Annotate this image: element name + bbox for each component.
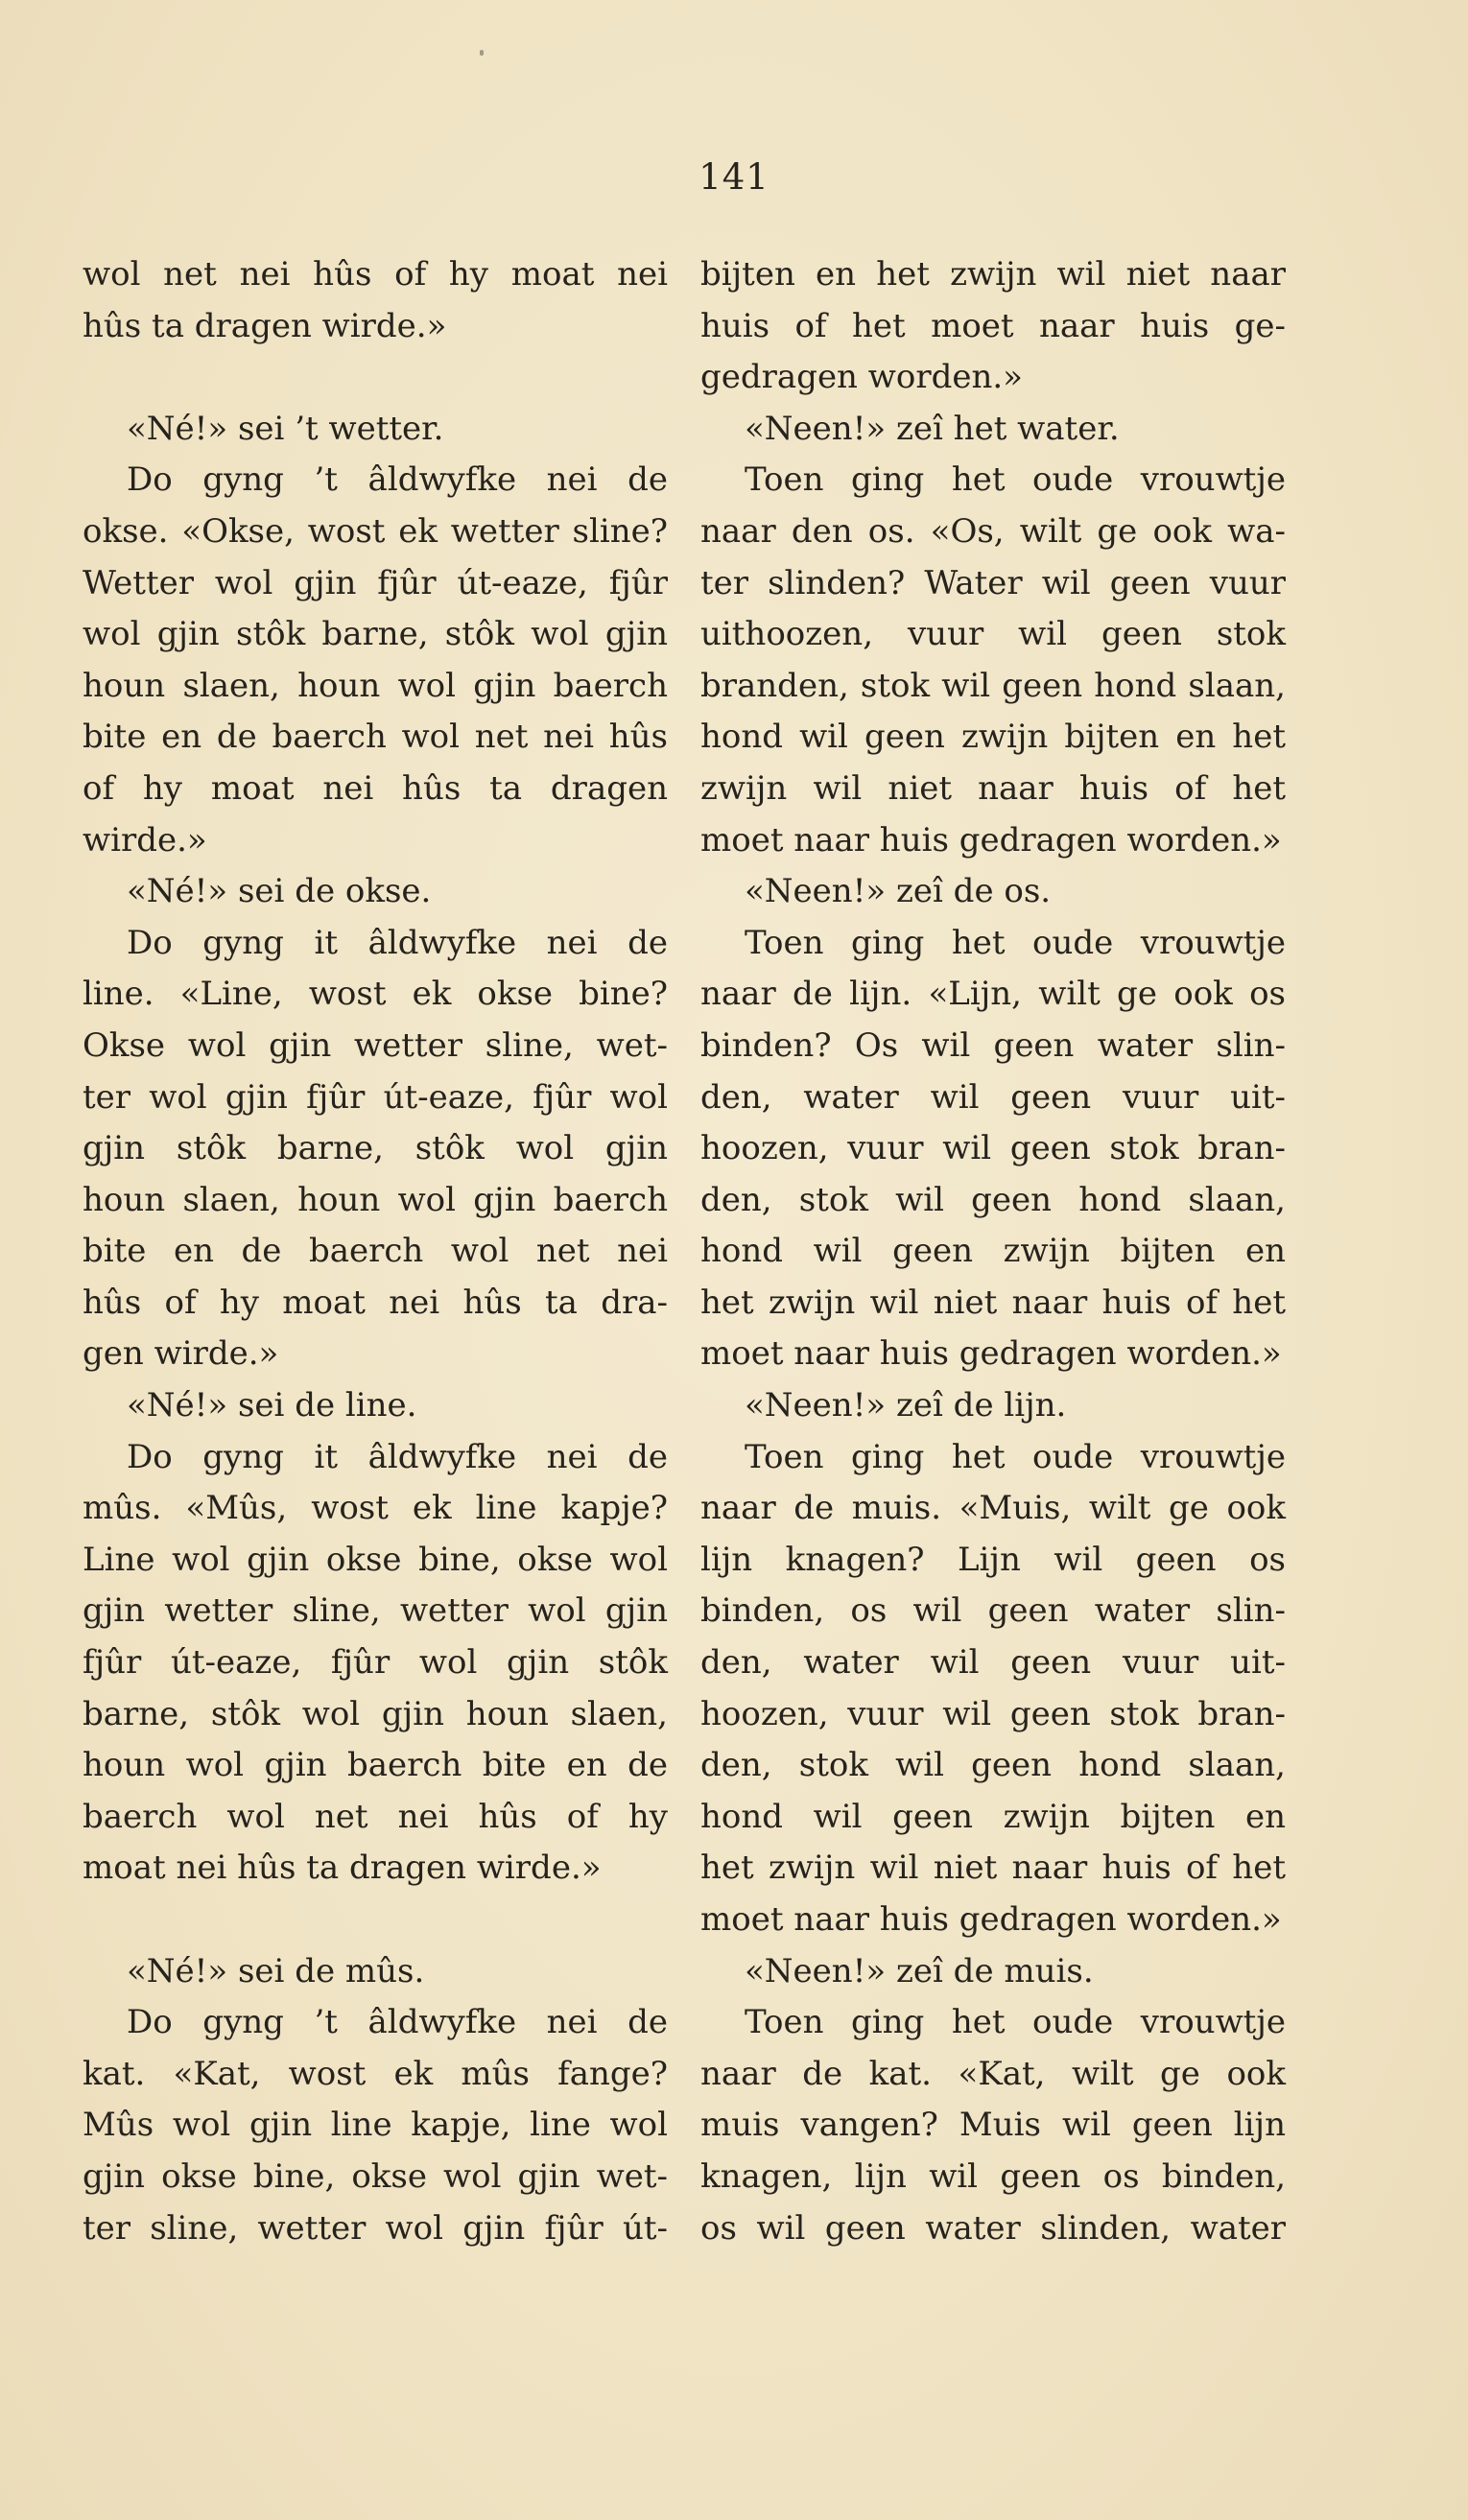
text-line: Toen ging het oude vrouwtje: [745, 1437, 1286, 1476]
text-line: line. «Line, wost ek okse bine?: [83, 975, 668, 1014]
text-line: baerch wol net nei hûs of hy: [83, 1797, 668, 1836]
page-speck: [480, 50, 484, 56]
text-line: Do gyng ’t âldwyfke nei de: [127, 2003, 668, 2042]
text-line: naar de kat. «Kat, wilt ge ook: [700, 2054, 1286, 2093]
text-line: hond wil geen zwijn bijten en: [700, 1797, 1286, 1836]
text-line: gjin okse bine, okse wol gjin wet-: [83, 2156, 668, 2196]
text-line: moet naar huis gedragen worden.»: [700, 1900, 1282, 1939]
text-line: «Neen!» zeî het water.: [745, 409, 1120, 448]
text-line: houn wol gjin baerch bite en de: [83, 1746, 668, 1785]
text-line: moat nei hûs ta dragen wirde.»: [83, 1849, 602, 1888]
text-line: hoozen, vuur wil geen stok bran-: [700, 1129, 1286, 1168]
text-line: moet naar huis gedragen worden.»: [700, 1334, 1282, 1374]
text-line: «Né!» sei de line.: [127, 1386, 417, 1425]
text-line: gjin stôk barne, stôk wol gjin: [83, 1129, 668, 1168]
text-line: ter slinden? Water wil geen vuur: [700, 563, 1286, 602]
text-line: den, water wil geen vuur uit-: [700, 1643, 1286, 1683]
text-line: binden, os wil geen water slin-: [700, 1591, 1286, 1631]
text-line: kat. «Kat, wost ek mûs fange?: [83, 2054, 668, 2093]
text-line: barne, stôk wol gjin houn slaen,: [83, 1694, 668, 1733]
text-line: of hy moat nei hûs ta dragen: [83, 768, 668, 808]
text-line: okse. «Okse, wost ek wetter sline?: [83, 511, 668, 551]
text-line: wol net nei hûs of hy moat nei: [83, 255, 668, 294]
text-line: «Né!» sei de okse.: [127, 872, 432, 911]
text-line: «Neen!» zeî de lijn.: [745, 1386, 1067, 1425]
text-line: Line wol gjin okse bine, okse wol: [83, 1540, 668, 1579]
text-line: gedragen worden.»: [700, 358, 1023, 397]
text-line: het zwijn wil niet naar huis of het: [700, 1283, 1286, 1322]
text-line: den, water wil geen vuur uit-: [700, 1077, 1286, 1117]
text-line: lijn knagen? Lijn wil geen os: [700, 1540, 1286, 1579]
text-line: hond wil geen zwijn bijten en het: [700, 718, 1286, 757]
text-line: wol gjin stôk barne, stôk wol gjin: [83, 615, 668, 654]
text-line: zwijn wil niet naar huis of het: [700, 768, 1286, 808]
text-line: gjin wetter sline, wetter wol gjin: [83, 1591, 668, 1631]
text-line: bite en de baerch wol net nei: [83, 1232, 668, 1271]
text-line: gen wirde.»: [83, 1334, 279, 1374]
text-line: «Neen!» zeî de muis.: [745, 1951, 1094, 1990]
text-line: Toen ging het oude vrouwtje: [745, 923, 1286, 962]
text-line: Mûs wol gjin line kapje, line wol: [83, 2106, 668, 2145]
text-line: Toen ging het oude vrouwtje: [745, 460, 1286, 500]
paragraph-gap: [83, 352, 668, 404]
text-line: ter sline, wetter wol gjin fjûr út-: [83, 2208, 668, 2248]
paragraph-gap: [83, 1895, 668, 1946]
text-line: houn slaen, houn wol gjin baerch: [83, 1180, 668, 1219]
text-line: «Neen!» zeî de os.: [745, 872, 1052, 911]
text-line: bite en de baerch wol net nei hûs: [83, 718, 668, 757]
text-line: den, stok wil geen hond slaan,: [700, 1746, 1286, 1785]
text-line: hûs of hy moat nei hûs ta dra-: [83, 1283, 668, 1322]
text-line: naar de lijn. «Lijn, wilt ge ook os: [700, 975, 1286, 1014]
text-line: «Né!» sei de mûs.: [127, 1951, 425, 1990]
text-line: hond wil geen zwijn bijten en: [700, 1232, 1286, 1271]
text-line: branden, stok wil geen hond slaan,: [700, 666, 1286, 705]
text-line: houn slaen, houn wol gjin baerch: [83, 666, 668, 705]
text-line: uithoozen, vuur wil geen stok: [700, 615, 1286, 654]
text-line: wirde.»: [83, 820, 207, 860]
text-line: os wil geen water slinden, water: [700, 2208, 1286, 2248]
text-line: den, stok wil geen hond slaan,: [700, 1180, 1286, 1219]
text-line: Toen ging het oude vrouwtje: [745, 2003, 1286, 2042]
text-line: muis vangen? Muis wil geen lijn: [700, 2106, 1286, 2145]
text-line: het zwijn wil niet naar huis of het: [700, 1849, 1286, 1888]
text-line: moet naar huis gedragen worden.»: [700, 820, 1282, 860]
text-line: fjûr út-eaze, fjûr wol gjin stôk: [83, 1643, 668, 1683]
text-line: Do gyng ’t âldwyfke nei de: [127, 460, 668, 500]
text-line: bijten en het zwijn wil niet naar: [700, 255, 1286, 294]
page-number: 141: [698, 156, 770, 198]
text-line: Do gyng it âldwyfke nei de: [127, 1437, 668, 1476]
text-line: knagen, lijn wil geen os binden,: [700, 2156, 1286, 2196]
text-line: ter wol gjin fjûr út-eaze, fjûr wol: [83, 1077, 668, 1117]
text-line: Okse wol gjin wetter sline, wet-: [83, 1025, 668, 1065]
text-line: hoozen, vuur wil geen stok bran-: [700, 1694, 1286, 1733]
text-line: hûs ta dragen wirde.»: [83, 306, 447, 345]
text-line: binden? Os wil geen water slin-: [700, 1025, 1286, 1065]
text-line: naar de muis. «Muis, wilt ge ook: [700, 1489, 1286, 1528]
text-line: Do gyng it âldwyfke nei de: [127, 923, 668, 962]
text-line: huis of het moet naar huis ge-: [700, 306, 1286, 345]
text-line: «Né!» sei ’t wetter.: [127, 409, 444, 448]
text-line: Wetter wol gjin fjûr út-eaze, fjûr: [83, 563, 668, 602]
text-line: naar den os. «Os, wilt ge ook wa-: [700, 511, 1286, 551]
right-column-dutch-text: [700, 249, 1286, 2254]
left-column-frisian-text: [83, 249, 668, 2254]
text-line: mûs. «Mûs, wost ek line kapje?: [83, 1489, 668, 1528]
